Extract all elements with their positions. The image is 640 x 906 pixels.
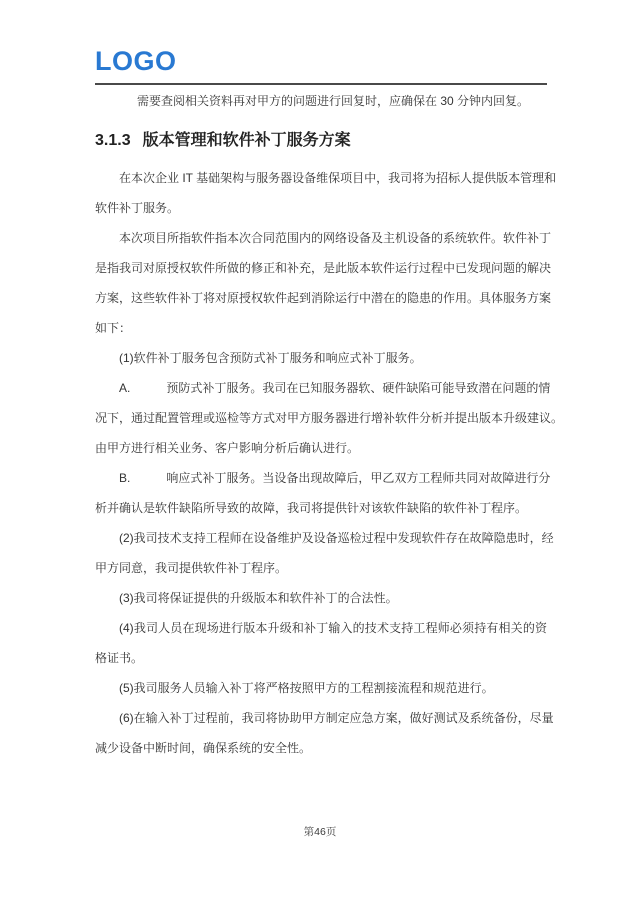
- text-line: (2)我司技术支持工程师在设备维护及设备巡检过程中发现软件存在故障隐患时，经: [119, 531, 554, 545]
- section-heading-number: 3.1.3: [95, 132, 131, 149]
- para-item-3: [95, 583, 547, 613]
- para-item-6: [95, 703, 554, 763]
- text-line: (1)软件补丁服务包含预防式补丁服务和响应式补丁服务。: [119, 351, 422, 365]
- text-line: (4)我司人员在现场进行版本升级和补丁输入的技术支持工程师必须持有相关的资: [119, 621, 547, 635]
- text-line: 软件补丁服务。: [95, 201, 180, 215]
- text-line: 况下，通过配置管理或巡检等方式对甲方服务器进行增补软件分析并提出版本升级建议。: [95, 411, 564, 425]
- text-line: 格证书。: [95, 651, 144, 665]
- para-scope: [95, 223, 552, 343]
- text-line: (6)在输入补丁过程前，我司将协助甲方制定应急方案，做好测试及系统备份，尽量: [119, 711, 554, 725]
- text-line: 减少设备中断时间，确保系统的安全性。: [95, 741, 312, 755]
- text-line: 析并确认是软件缺陷所导致的故障，我司将提供针对该软件缺陷的软件补丁程序。: [95, 501, 528, 515]
- para-intro: [95, 163, 557, 223]
- text-line: A. 预防式补丁服务。我司在已知服务器软、硬件缺陷可能导致潜在问题的情: [119, 381, 551, 395]
- section-heading: [95, 132, 547, 149]
- logo: LOGO: [95, 46, 177, 76]
- text-line: 如下：: [95, 321, 132, 335]
- text-line: B. 响应式补丁服务。当设备出现故障后，甲乙双方工程师共同对故障进行分: [119, 471, 551, 485]
- footer-page-number: 第46页: [303, 826, 337, 838]
- para-item-5: [95, 673, 547, 703]
- para-item-2: [95, 523, 554, 583]
- text-line: (3)我司将保证提供的升级版本和软件补丁的合法性。: [119, 591, 398, 605]
- text-line: 本次项目所指软件指本次合同范围内的网络设备及主机设备的系统软件。软件补丁: [119, 231, 552, 245]
- text-line: (5)我司服务人员输入补丁将严格按照甲方的工程割接流程和规范进行。: [119, 681, 494, 695]
- section-heading-title: 版本管理和软件补丁服务方案: [142, 132, 351, 149]
- para-item-1: [95, 343, 547, 373]
- text-line: 是指我司对原授权软件所做的修正和补充，是此版本软件运行过程中已发现问题的解决: [95, 261, 552, 275]
- para-item-a: [95, 373, 564, 463]
- document-body: [95, 163, 564, 763]
- header-note-line: 需要查阅相关资料再对甲方的问题进行回复时，应确保在 30 分钟内回复。: [137, 94, 530, 108]
- para-item-b: [95, 463, 551, 523]
- para-item-4: [95, 613, 547, 673]
- text-line: 在本次企业 IT 基础架构与服务器设备维保项目中，我司将为招标人提供版本管理和: [119, 171, 557, 185]
- header-rule: [95, 83, 547, 85]
- text-line: 由甲方进行相关业务、客户影响分析后确认进行。: [95, 441, 360, 455]
- text-line: 甲方同意，我司提供软件补丁程序。: [95, 561, 288, 575]
- text-line: 方案，这些软件补丁将对原授权软件起到消除运行中潜在的隐患的作用。具体服务方案: [95, 291, 552, 305]
